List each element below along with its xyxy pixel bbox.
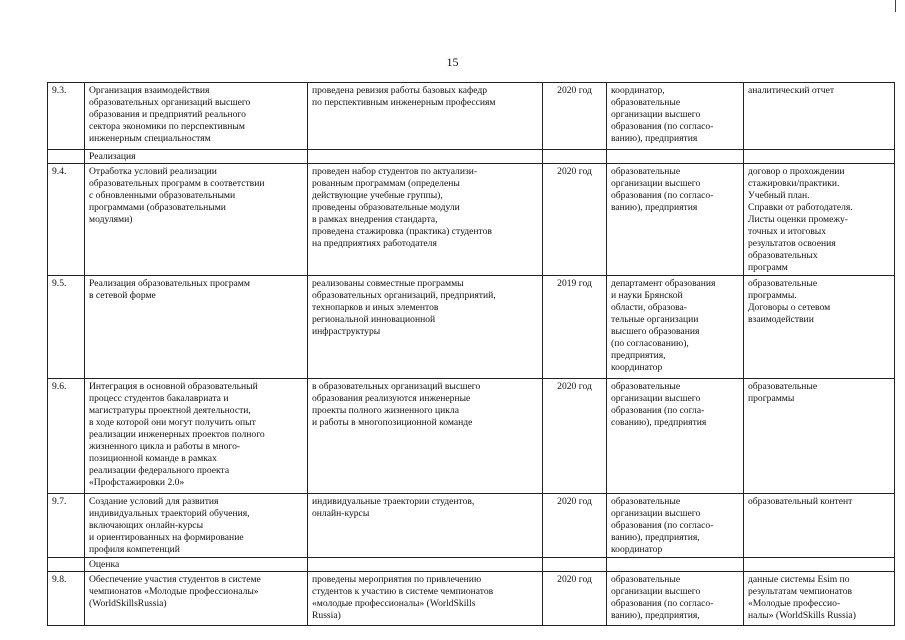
- section-empty-cell: [543, 558, 607, 572]
- responsible-cell: образовательные организации высшего образования (по согласо- ванию), предприятия,: [607, 572, 744, 626]
- task-cell: Организация взаимодействия образовательных организаций высшего образования и предприятий реального сектора экономики по перспективным инженерным специальностям: [85, 83, 308, 150]
- responsible-cell: департамент образования и науки Брянской области, образова- тельные организации высшего образования (по согласованию), предприятия, координатор: [607, 276, 744, 379]
- section-empty-cell: [308, 150, 543, 164]
- document-cell: данные системы Esim по результатам чемпионатов «Молодые профессио- налы» (WorldSkills Russia): [744, 572, 895, 626]
- section-num-cell: [48, 150, 85, 164]
- item-number: 9.5.: [48, 276, 85, 379]
- table-row: [48, 83, 895, 150]
- result-cell: индивидуальные траектории студентов, онлайн-курсы: [308, 494, 543, 558]
- item-number: 9.8.: [48, 572, 85, 626]
- item-number: 9.3.: [48, 83, 85, 150]
- table-row: [48, 379, 895, 494]
- section-num-cell: [48, 558, 85, 572]
- table-row: [48, 276, 895, 379]
- section-empty-cell: [744, 150, 895, 164]
- item-number: 9.6.: [48, 379, 85, 494]
- edge-mark: [895, 0, 896, 12]
- task-cell: Отработка условий реализации образовательных программ в соответствии с обновленными образовательными программами (образовательными модулями): [85, 164, 308, 276]
- item-number: 9.7.: [48, 494, 85, 558]
- year-cell: 2020 год: [543, 494, 607, 558]
- task-cell: Реализация образовательных программ в сетевой форме: [85, 276, 308, 379]
- section-empty-cell: [607, 558, 744, 572]
- responsible-cell: образовательные организации высшего образования (по согласо- ванию), предприятия: [607, 164, 744, 276]
- section-empty-cell: [607, 150, 744, 164]
- document-cell: аналитический отчет: [744, 83, 895, 150]
- task-cell: Обеспечение участия студентов в системе чемпионатов «Молодые профессионалы» (WorldSkillsRussia): [85, 572, 308, 626]
- task-cell: Интеграция в основной образовательный процесс студентов бакалавриата и магистратуры проектной деятельности, в ходе которой они могут получить опыт реализации инженерных проектов полного жизненного цикла и работы в много- позиционной команде в рамках реализации федерального проекта «Профстажировки 2.0»: [85, 379, 308, 494]
- result-cell: в образовательных организаций высшего образования реализуются инженерные проекты полного жизненного цикла и работы в многопозиционной команде: [308, 379, 543, 494]
- section-empty-cell: [543, 150, 607, 164]
- result-cell: проведены мероприятия по привлечению студентов к участию в системе чемпионатов «молодые профессионалы» (WorldSkills Russia): [308, 572, 543, 626]
- year-cell: 2020 год: [543, 379, 607, 494]
- plan-table: [47, 82, 895, 626]
- document-cell: образовательные программы: [744, 379, 895, 494]
- item-number: 9.4.: [48, 164, 85, 276]
- section-row: [48, 150, 895, 164]
- section-title: Оценка: [85, 558, 308, 572]
- document-cell: образовательный контент: [744, 494, 895, 558]
- table-row: [48, 572, 895, 626]
- section-empty-cell: [744, 558, 895, 572]
- section-title: Реализация: [85, 150, 308, 164]
- result-cell: проведена ревизия работы базовых кафедр по перспективным инженерным профессиям: [308, 83, 543, 150]
- table-row: [48, 494, 895, 558]
- section-empty-cell: [308, 558, 543, 572]
- table-row: [48, 164, 895, 276]
- year-cell: 2019 год: [543, 276, 607, 379]
- year-cell: 2020 год: [543, 572, 607, 626]
- task-cell: Создание условий для развития индивидуальных траекторий обучения, включающих онлайн-курсы и ориентированных на формирование профиля компетенций: [85, 494, 308, 558]
- responsible-cell: образовательные организации высшего образования (по согласо- ванию), предприятия, координатор: [607, 494, 744, 558]
- document-cell: договор о прохождении стажировки/практики. Учебный план. Справки от работодателя. Листы оценки промежу- точных и итоговых результатов освоения образовательных программ: [744, 164, 895, 276]
- page-number: 15: [446, 55, 459, 69]
- year-cell: 2020 год: [543, 83, 607, 150]
- responsible-cell: образовательные организации высшего образования (по согла- сованию), предприятия: [607, 379, 744, 494]
- result-cell: реализованы совместные программы образовательных организаций, предприятий, технопарков и иных элементов региональной инновационной инфраструктуры: [308, 276, 543, 379]
- section-row: [48, 558, 895, 572]
- year-cell: 2020 год: [543, 164, 607, 276]
- responsible-cell: координатор, образовательные организации высшего образования (по согласо- ванию), предприятия: [607, 83, 744, 150]
- result-cell: проведен набор студентов по актуализи- рованным программам (определены действующие учебные группы), проведены образовательные модули в рамках внедрения стандарта, проведена стажировка (практика) студентов на предприятиях работодателя: [308, 164, 543, 276]
- document-cell: образовательные программы. Договоры о сетевом взаимодействии: [744, 276, 895, 379]
